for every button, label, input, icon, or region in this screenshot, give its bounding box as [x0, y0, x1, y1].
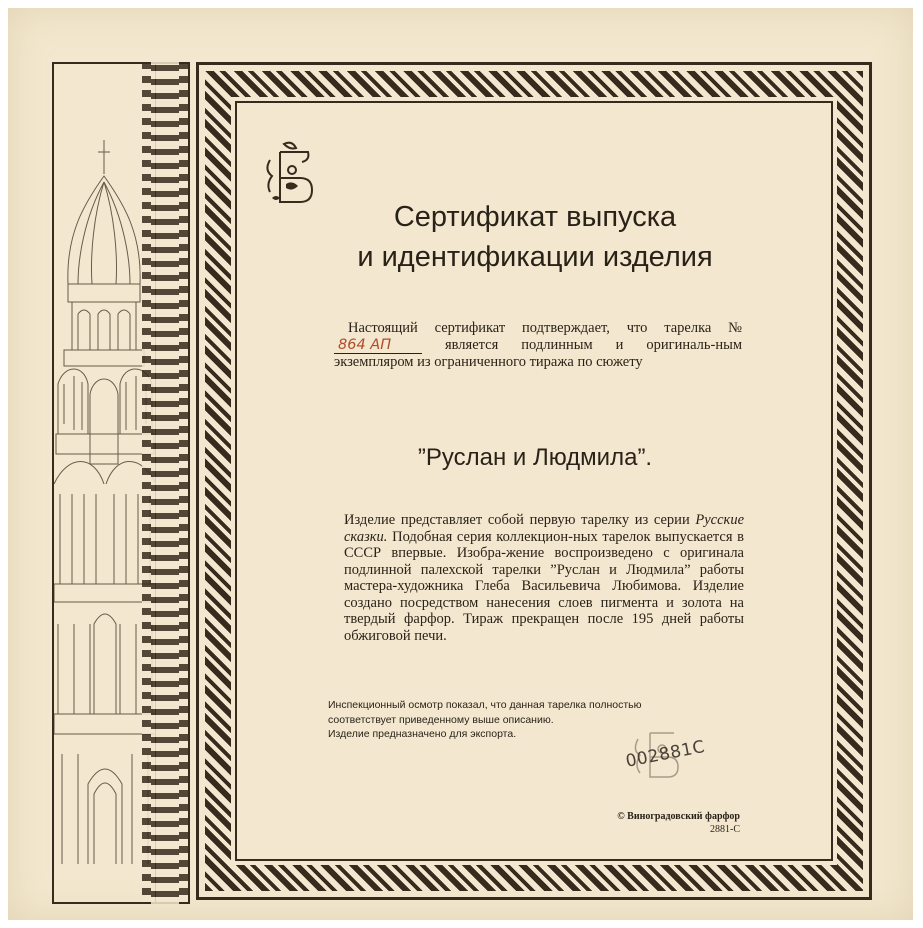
plate-title: ”Руслан и Людмила”. [417, 444, 653, 471]
handwritten-number: 864 АП [334, 337, 422, 355]
number-prefix: № [728, 320, 742, 336]
inspection-line1: Инспекционный осмотр показал, что данная тарелка полностью [328, 699, 642, 711]
left-ornament-border [142, 62, 188, 904]
description-before-series: Изделие представляет собой первую тарелку из серии [344, 512, 690, 528]
description-paragraph [344, 512, 744, 644]
description-after-series: Подобная серия коллекцион-ных тарелок выпускается в СССР впервые. Изобра-жение воспроизведено с оригинала подлинной палехской тарелки ”Руслан и Людмила” работы мастера-художника Глеба Васильевича Любимова. Изделие создано посредством нанесения слоев пигмента и золота на твердый фарфор. Тираж прекращен после 195 дней работы обжиговой печи. [344, 528, 745, 644]
export-line: Изделие предназначено для экспорта. [328, 728, 517, 740]
certificate-title-line2: и идентификации изделия [357, 241, 713, 273]
copyright-text: © Виноградовский фарфор [617, 811, 740, 822]
inspection-line2: соответствует приведенному выше описанию. [328, 713, 554, 726]
intro-paragraph [334, 320, 742, 371]
series-name: Русские сказки. [344, 512, 745, 545]
church-illustration [54, 64, 156, 902]
intro-after-text: является подлинным и оригиналь-ным экземпляром из ограниченного тиража по сюжету [334, 336, 743, 370]
serial-number: 002881C [624, 736, 707, 772]
left-ornament-pattern [151, 62, 179, 904]
intro-before-text: Настоящий сертификат подтверждает, что тарелка [348, 320, 712, 336]
certificate-title-line1: Сертификат выпуска [393, 201, 677, 233]
form-code: 2881-С [710, 824, 740, 835]
